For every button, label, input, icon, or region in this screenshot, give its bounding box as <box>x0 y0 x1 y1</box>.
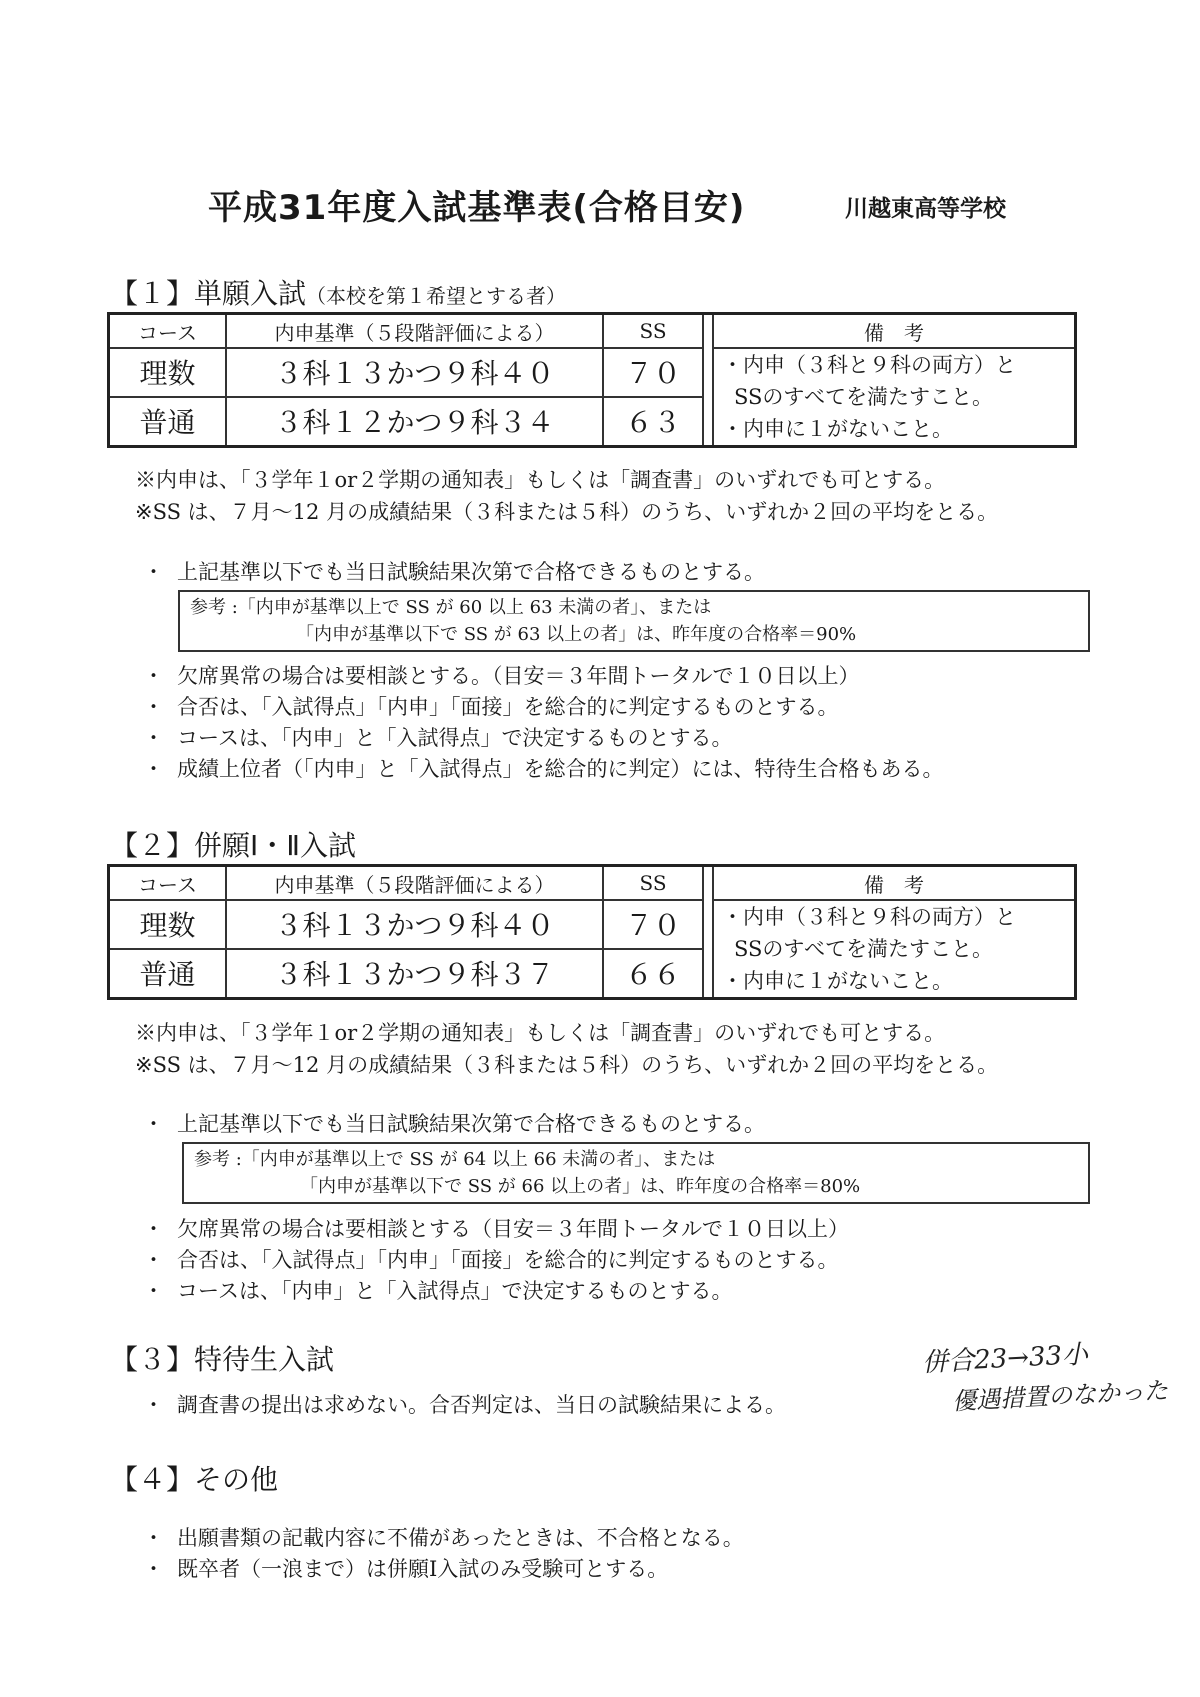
ss-cell: ６３ <box>603 397 703 447</box>
reference-box-1 <box>178 590 1090 652</box>
section-4-title: 【４】その他 <box>110 1463 279 1496</box>
bullet-item <box>143 1389 786 1419</box>
bullet-dot: ・ <box>143 1112 164 1136</box>
table-gap <box>703 900 713 999</box>
reference-line: 「内申が基準以下で SS が 66 以上の者」は、昨年度の合格率＝80% <box>300 1176 861 1197</box>
header-naishin: 内申基準（５段階評価による） <box>226 866 603 901</box>
remark-line: ・内申に１がないこと。 <box>722 417 953 441</box>
bullet-item <box>143 1553 668 1583</box>
course-cell: 理数 <box>109 348 227 397</box>
table-gap <box>703 348 713 447</box>
bullet-text: 成績上位者（「内申」と「入試得点」を総合的に判定）には、特待生合格もある。 <box>177 757 944 781</box>
bullet-item <box>143 1213 849 1243</box>
bullet-text: 合否は、「入試得点」「内申」「面接」を総合的に判定するものとする。 <box>177 695 839 719</box>
section-2-heading <box>110 824 356 864</box>
bullet-dot: ・ <box>143 1217 164 1241</box>
ss-cell: ７０ <box>603 348 703 397</box>
school-name: 川越東高等学校 <box>845 196 1006 222</box>
remark-line: SSのすべてを満たすこと。 <box>734 385 993 409</box>
bullet-text: 上記基準以下でも当日試験結果次第で合格できるものとする。 <box>177 560 765 584</box>
course-cell: 普通 <box>109 949 227 999</box>
remark-line: ・内申（３科と９科の両方）と <box>722 905 1016 929</box>
section-4-heading <box>110 1458 278 1498</box>
bullet-dot: ・ <box>143 695 164 719</box>
remark-line: ・内申（３科と９科の両方）と <box>722 353 1016 377</box>
page-title: 平成31年度入試基準表(合格目安) <box>208 188 746 228</box>
ss-cell: ７０ <box>603 900 703 949</box>
section-1-title: 【１】単願入試 <box>110 277 307 310</box>
handwritten-note: 優遇措置のなかった <box>951 1376 1169 1416</box>
reference-box-2 <box>182 1142 1090 1204</box>
table-gap <box>703 314 713 349</box>
header-remarks: 備 考 <box>713 314 1076 349</box>
bullet-item <box>143 556 765 586</box>
bullet-dot: ・ <box>143 1393 164 1417</box>
bullet-text: 上記基準以下でも当日試験結果次第で合格できるものとする。 <box>177 1112 765 1136</box>
course-cell: 普通 <box>109 397 227 447</box>
naishin-cell: ３科１３かつ９科４０ <box>226 348 603 397</box>
note-line: ※内申は、「３学年１or２学期の通知表」もしくは「調査書」のいずれでも可とする。 <box>135 1021 946 1045</box>
section-3-heading <box>110 1338 334 1378</box>
section-1-heading <box>110 272 566 312</box>
bullet-dot: ・ <box>143 757 164 781</box>
reference-line: 参考 :「内申が基準以上で SS が 60 以上 63 未満の者」、または <box>190 597 712 618</box>
reference-line: 参考 :「内申が基準以上で SS が 64 以上 66 未満の者」、または <box>194 1149 716 1170</box>
bullet-text: コースは、「内申」と「入試得点」で決定するものとする。 <box>177 726 733 750</box>
bullet-item <box>143 1108 765 1138</box>
ss-cell: ６６ <box>603 949 703 999</box>
bullet-text: 調査書の提出は求めない。合否判定は、当日の試験結果による。 <box>177 1393 786 1417</box>
remark-line: ・内申に１がないこと。 <box>722 969 953 993</box>
bullet-text: 欠席異常の場合は要相談とする。（目安＝３年間トータルで１０日以上） <box>177 664 860 688</box>
naishin-cell: ３科１３かつ９科４０ <box>226 900 603 949</box>
remarks-cell <box>713 348 1076 447</box>
reference-line: 「内申が基準以下で SS が 63 以上の者」は、昨年度の合格率＝90% <box>296 624 857 645</box>
note-line: ※SS は、７月～12 月の成績結果（３科または５科）のうち、いずれか２回の平均をとる。 <box>135 500 999 524</box>
bullet-text: 出願書類の記載内容に不備があったときは、不合格となる。 <box>177 1526 744 1550</box>
remarks-cell <box>713 900 1076 999</box>
section-1-subtitle: （本校を第１希望とする者） <box>306 284 567 308</box>
naishin-cell: ３科１３かつ９科３７ <box>226 949 603 999</box>
bullet-dot: ・ <box>143 664 164 688</box>
bullet-dot: ・ <box>143 1279 164 1303</box>
bullet-item <box>143 660 860 690</box>
remark-line: SSのすべてを満たすこと。 <box>734 937 993 961</box>
note-line: ※SS は、７月～12 月の成績結果（３科または５科）のうち、いずれか２回の平均をとる。 <box>135 1053 999 1077</box>
bullet-text: コースは、「内申」と「入試得点」で決定するものとする。 <box>177 1279 733 1303</box>
handwritten-note: 併合23→33小 <box>921 1339 1089 1379</box>
bullet-dot: ・ <box>143 560 164 584</box>
section-2-title: 【２】併願Ⅰ・Ⅱ入試 <box>110 829 357 862</box>
header-ss: SS <box>603 866 703 901</box>
bullet-text: 合否は、「入試得点」「内申」「面接」を総合的に判定するものとする。 <box>177 1248 839 1272</box>
bullet-dot: ・ <box>143 1248 164 1272</box>
bullet-dot: ・ <box>143 726 164 750</box>
bullet-item <box>143 722 732 752</box>
course-cell: 理数 <box>109 900 227 949</box>
bullet-item <box>143 1522 744 1552</box>
bullet-item <box>143 1275 732 1305</box>
header-naishin: 内申基準（５段階評価による） <box>226 314 603 349</box>
header-course: コース <box>109 866 227 901</box>
header-remarks: 備 考 <box>713 866 1076 901</box>
bullet-item <box>143 691 839 721</box>
bullet-item <box>143 1244 839 1274</box>
criteria-table-2 <box>107 864 1077 1000</box>
naishin-cell: ３科１２かつ９科３４ <box>226 397 603 447</box>
bullet-text: 既卒者（一浪まで）は併願Ⅰ入試のみ受験可とする。 <box>177 1557 669 1581</box>
header-course: コース <box>109 314 227 349</box>
bullet-item <box>143 753 944 783</box>
bullet-text: 欠席異常の場合は要相談とする（目安＝３年間トータルで１０日以上） <box>177 1217 849 1241</box>
table-gap <box>703 866 713 901</box>
header-ss: SS <box>603 314 703 349</box>
note-line: ※内申は、「３学年１or２学期の通知表」もしくは「調査書」のいずれでも可とする。 <box>135 468 946 492</box>
bullet-dot: ・ <box>143 1526 164 1550</box>
bullet-dot: ・ <box>143 1557 164 1581</box>
section-3-title: 【３】特待生入試 <box>110 1343 335 1376</box>
criteria-table-1 <box>107 312 1077 448</box>
